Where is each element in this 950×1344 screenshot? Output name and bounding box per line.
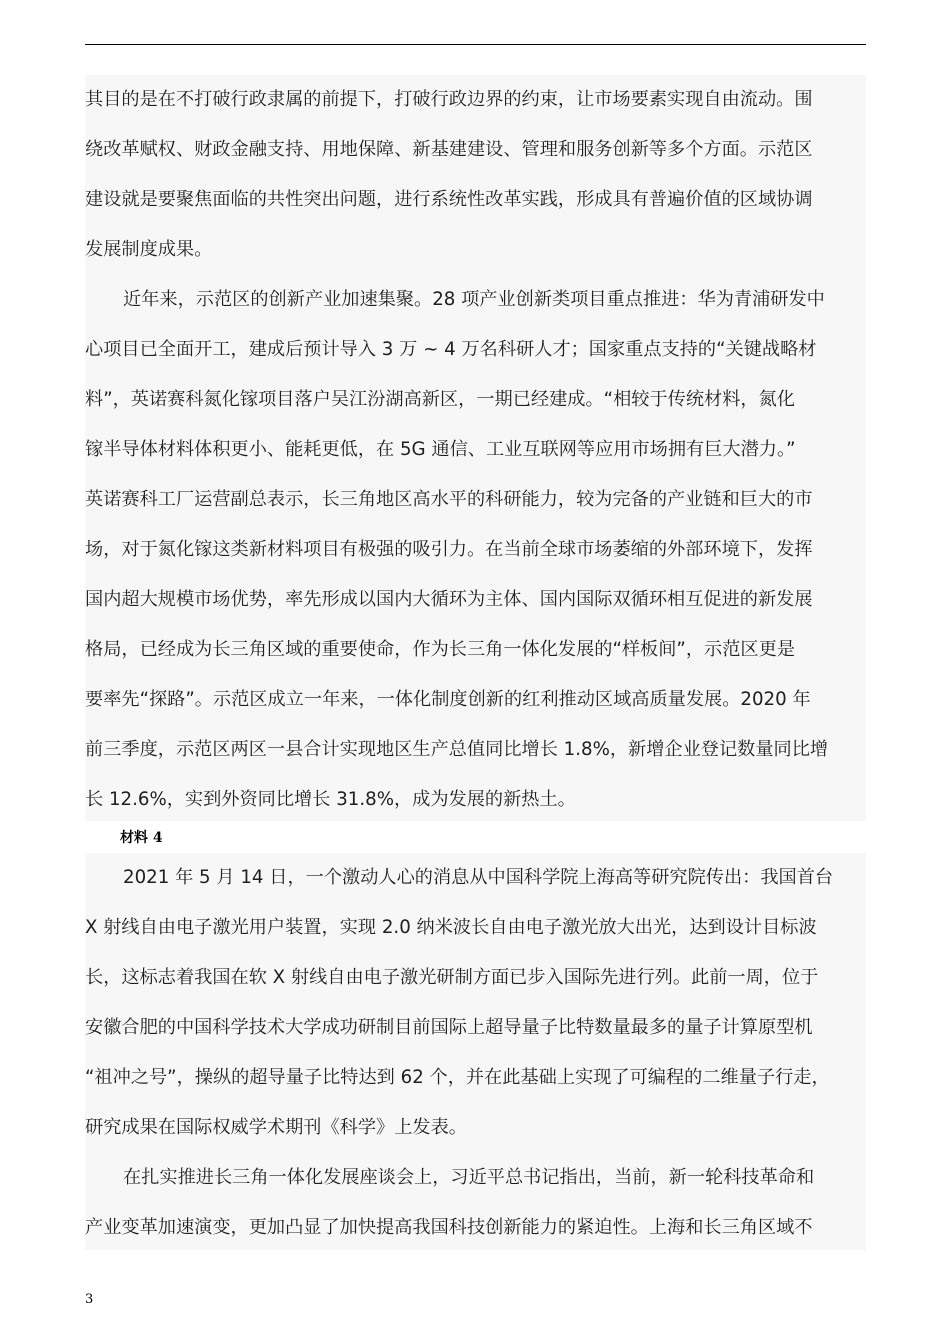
material-heading: 材料 4 [120,830,163,846]
text-line: 安徽合肥的中国科学技术大学成功研制目前国际上超导量子比特数量最多的量子计算原型机 [85,1017,813,1038]
text-line: “祖冲之号”，操纵的超导量子比特达到 62 个，并在此基础上实现了可编程的二维量子行走， [85,1053,844,1103]
text-line: 要率先“探路”。示范区成立一年来，一体化制度创新的红利推动区域高质量发展。2020 年 [85,689,811,710]
paragraph-first-line: 近年来，示范区的创新产业加速集聚。28 项产业创新类项目重点推进：华为青浦研发中 [123,289,825,310]
text-line: 产业变革加速演变，更加凸显了加快提高我国科技创新能力的紧迫性。上海和长三角区域不 [85,1217,813,1238]
paragraph-first-line: 2021 年 5 月 14 日，一个激动人心的消息从中国科学院上海高等研究院传出：我国首台 [123,867,834,888]
text-line: 前三季度，示范区两区一县合计实现地区生产总值同比增长 1.8%，新增企业登记数量同比增 [85,739,829,760]
text-line: 场，对于氮化镓这类新材料项目有极强的吸引力。在当前全球市场萎缩的外部环境下，发挥 [85,539,813,560]
text-block-material-4 [85,853,866,1250]
text-line: 格局，已经成为长三角区域的重要使命，作为长三角一体化发展的“样板间”，示范区更是 [85,639,795,660]
text-line: 国内超大规模市场优势，率先形成以国内大循环为主体、国内国际双循环相互促进的新发展 [85,589,813,610]
text-line: 长 12.6%，实到外资同比增长 31.8%，成为发展的新热土。 [85,789,576,810]
text-line: 长，这标志着我国在软 X 射线自由电子激光研制方面已步入国际先进行列。此前一周，位于 [85,967,819,988]
text-line: 建设就是要聚焦面临的共性突出问题，进行系统性改革实践，形成具有普遍价值的区域协调 [85,189,813,210]
header-rule [85,44,866,45]
page-number: 3 [85,1292,94,1307]
text-line: 镓半导体材料体积更小、能耗更低，在 5G 通信、工业互联网等应用市场拥有巨大潜力。” [85,439,796,460]
text-line: 绕改革赋权、财政金融支持、用地保障、新基建建设、管理和服务创新等多个方面。示范区 [85,139,813,160]
text-line: 心项目已全面开工，建成后预计导入 3 万 ~ 4 万名科研人才；国家重点支持的“关键战略材 [85,339,817,360]
text-line: 其目的是在不打破行政隶属的前提下，打破行政边界的约束，让市场要素实现自由流动。围 [85,89,813,110]
text-line: 研究成果在国际权威学术期刊《科学》上发表。 [85,1117,467,1138]
text-block-material-3 [85,75,866,821]
text-line: 料”，英诺赛科氮化镓项目落户吴江汾湖高新区，一期已经建成。“相较于传统材料，氮化 [85,389,795,410]
text-line: 英诺赛科工厂运营副总表示，长三角地区高水平的科研能力，较为完备的产业链和巨大的市 [85,489,813,510]
text-line: 发展制度成果。 [85,239,213,260]
paragraph-first-line: 在扎实推进长三角一体化发展座谈会上，习近平总书记指出，当前，新一轮科技革命和 [123,1167,815,1188]
text-line: X 射线自由电子激光用户装置，实现 2.0 纳米波长自由电子激光放大出光，达到设计目标波 [85,917,817,938]
